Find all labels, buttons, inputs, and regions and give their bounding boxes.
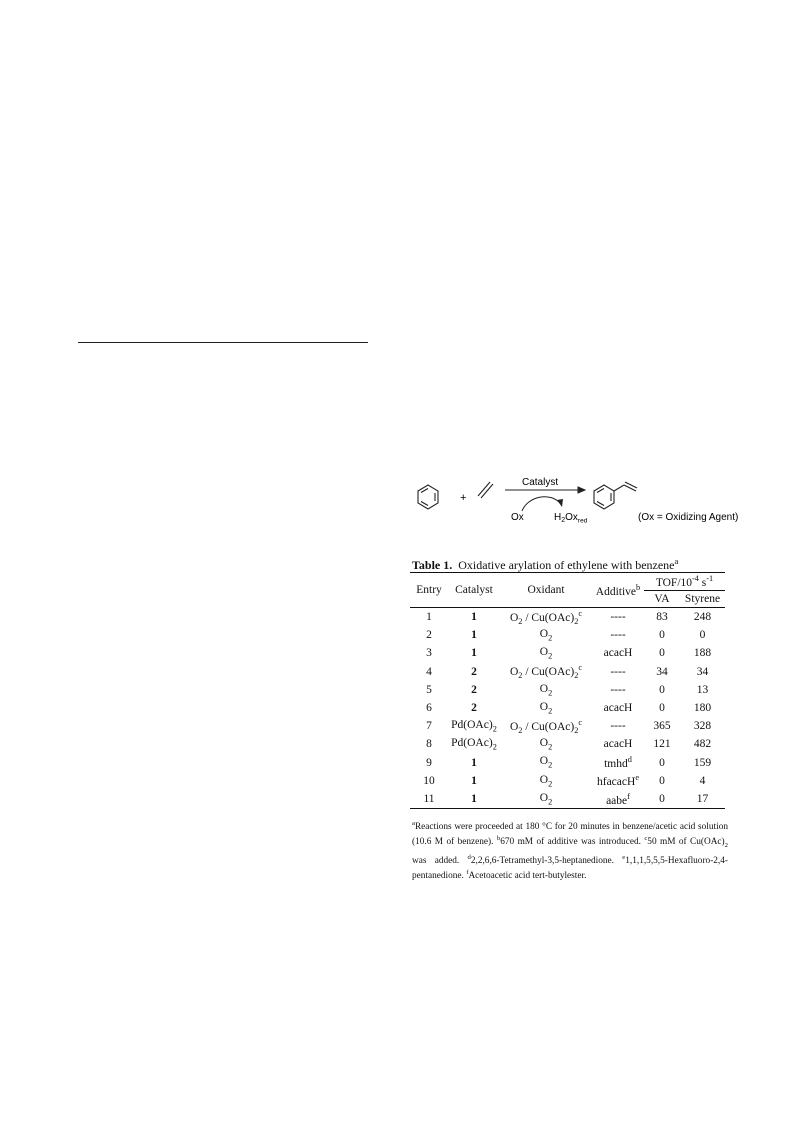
table-row (410, 626, 725, 644)
col-header-oxidant: Oxidant (500, 573, 592, 608)
cell-va: 0 (659, 629, 665, 642)
cell-styrene: 4 (699, 774, 706, 787)
cell-additive: acacH (603, 738, 633, 751)
cell-oxidant: $O_2 / Cu(OAc)_2^c$ (509, 608, 582, 626)
cell-va: 0 (659, 647, 665, 660)
cell-entry: 10 (423, 774, 435, 787)
cell-entry: 2 (426, 629, 432, 642)
cell-va: 83 (656, 611, 668, 624)
col-header-additive: Additive$^b$ (592, 573, 644, 608)
table-row (410, 681, 725, 699)
col-header-entry: Entry (410, 573, 448, 608)
cell-styrene: 34 (696, 665, 709, 678)
cell-oxidant: $O_2 / Cu(OAc)_2^c$ (509, 663, 582, 681)
table-caption (412, 556, 728, 573)
table-row (410, 608, 725, 627)
cell-additive: aabe$^f$ (592, 790, 644, 809)
table-row (410, 754, 725, 772)
cell-catalyst: 2 (471, 665, 477, 678)
table-title-footnote-mark: a (674, 556, 679, 566)
cell-additive: ---- (610, 720, 626, 733)
cell-entry: 1 (426, 611, 432, 624)
cell-catalyst: 1 (471, 629, 477, 642)
cell-catalyst: $Pd(OAc)_2$ (451, 737, 497, 752)
curved-arrow (522, 497, 560, 511)
table-row (410, 663, 725, 681)
styrene-structure (594, 482, 637, 509)
catalyst-label: Catalyst (522, 477, 559, 488)
col-header-tof: TOF/$10^{-4}$ $s^{-1}$ (644, 573, 725, 591)
table-label: Table 1. (412, 558, 453, 572)
cell-styrene: 180 (693, 702, 712, 715)
cell-va: 0 (659, 683, 665, 696)
col-header-va: VA (644, 591, 680, 608)
table-row (410, 790, 725, 809)
table-row (410, 717, 725, 735)
cell-additive: ---- (610, 683, 626, 696)
cell-styrene: 188 (693, 647, 712, 660)
h2ox-red-label: $H_2Ox_{red}$ (554, 512, 588, 525)
cell-oxidant: $O_2$ (539, 646, 553, 661)
table-row (410, 772, 725, 790)
cell-additive: acacH (603, 647, 633, 660)
results-table (410, 572, 725, 809)
ox-label: Ox (511, 512, 524, 523)
table-row (410, 644, 725, 662)
cell-va: 0 (659, 702, 665, 715)
cell-entry: 7 (426, 720, 432, 733)
cell-oxidant: $O_2$ (539, 755, 553, 770)
table-body (410, 608, 725, 809)
cell-catalyst: 1 (471, 774, 477, 787)
cell-oxidant: $O_2$ (500, 790, 592, 809)
col-header-styrene: Styrene (680, 591, 725, 608)
ethylene-structure (478, 482, 493, 498)
curved-arrow-head (557, 499, 563, 507)
cell-styrene: 159 (693, 756, 712, 769)
cell-catalyst: 1 (471, 647, 477, 660)
section-divider-line (78, 342, 368, 343)
cell-va: 0 (659, 756, 665, 769)
oxidizing-agent-note: (Ox = Oxidizing Agent) (638, 512, 739, 523)
table-row (410, 699, 725, 717)
cell-additive: ---- (610, 665, 626, 678)
cell-additive: acacH (603, 702, 633, 715)
cell-oxidant: $O_2$ (539, 773, 553, 788)
cell-additive: ---- (610, 629, 626, 642)
cell-va: 365 (653, 720, 671, 733)
cell-catalyst: 2 (471, 683, 477, 696)
cell-va: 34 (656, 665, 668, 678)
cell-entry: 5 (426, 683, 432, 696)
table-footnotes: $^a$Reactions were proceeded at 180 °C for 20 minutes in benzene/acetic acid solution (10.6 M of benzene). $^b$670 mM of additive was introduced. $^c$50 mM of $Cu(OAc)_2$ was added. $^d$2,2,6,6-Tetramethyl-3,5-heptanedione. $^e$1,1,1,5,5,5-Hexafluoro-2,4-pentanedione. $^f$Acetoacetic acid tert-butylester. (412, 820, 729, 882)
cell-additive: hfacacH$^e$ (597, 773, 639, 789)
cell-entry: 8 (426, 738, 432, 751)
cell-styrene: 0 (699, 629, 706, 642)
cell-entry: 4 (426, 665, 432, 678)
cell-catalyst: 1 (448, 790, 500, 809)
cell-additive: ---- (610, 611, 626, 624)
cell-styrene: 248 (693, 611, 712, 624)
cell-entry: 9 (426, 756, 432, 769)
cell-oxidant: $O_2 / Cu(OAc)_2^c$ (509, 717, 582, 735)
cell-styrene: 482 (693, 738, 712, 751)
table-row (410, 735, 725, 753)
cell-catalyst: 1 (471, 611, 477, 624)
cell-catalyst: $Pd(OAc)_2$ (451, 719, 497, 734)
cell-entry: 6 (426, 702, 432, 715)
cell-va: 0 (659, 774, 665, 787)
cell-oxidant: $O_2$ (539, 700, 553, 716)
cell-styrene: 17 (680, 790, 725, 809)
cell-oxidant: $O_2$ (539, 737, 553, 752)
cell-catalyst: 2 (471, 702, 477, 715)
col-header-catalyst: Catalyst (448, 573, 500, 608)
cell-styrene: 13 (696, 683, 709, 696)
cell-entry: 3 (426, 647, 432, 660)
reaction-scheme (410, 463, 740, 533)
cell-catalyst: 1 (471, 756, 477, 769)
cell-oxidant: $O_2$ (539, 628, 553, 643)
cell-additive: tmhd$^d$ (604, 755, 632, 770)
cell-va: 121 (653, 738, 671, 751)
benzene-structure (418, 485, 438, 509)
cell-styrene: 328 (693, 720, 712, 733)
plus-sign: + (460, 492, 467, 504)
cell-oxidant: $O_2$ (539, 682, 553, 697)
cell-va: 0 (644, 790, 680, 809)
cell-entry: 11 (410, 790, 448, 809)
table-title: Oxidative arylation of ethylene with benzene (458, 558, 675, 572)
